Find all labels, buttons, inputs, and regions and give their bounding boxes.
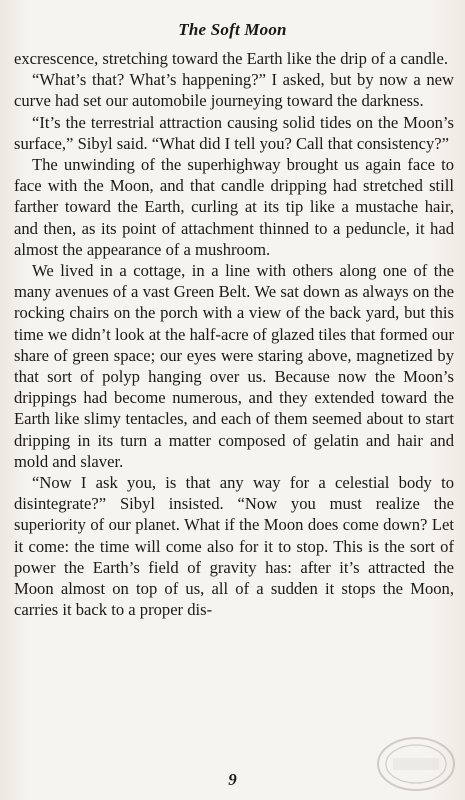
- running-head: The Soft Moon: [178, 20, 287, 39]
- paragraph-5: We lived in a cottage, in a line with others along one of the many avenues of a vast Green Belt. We sat down as always on the rocking chairs on the porch with a view of the back yard, but this time we didn’t look at the half-acre of glazed tiles that formed our share of green space; our eyes were staring above, magnetized by that sort of polyp hanging over us. Because now the Moon’s drippings had become numerous, and they extended toward the Earth like slimy tentacles, and each of them seemed about to start dripping in its turn a matter composed of gelatin and hair and mold and slaver.: [14, 261, 454, 471]
- paragraph-4: The unwinding of the superhighway brought us again face to face with the Moon, and that candle dripping had stretched still farther toward the Earth, curling at its tip like a mustache hair, and then, as its point of attachment thinned to a peduncle, it had almost the appearance of a mushroom.: [14, 155, 454, 259]
- paragraph-2: “What’s that? What’s happening?” I asked, but by now a new curve had set our automobile journeying toward the darkness.: [14, 70, 454, 111]
- page-number: 9: [228, 770, 237, 789]
- watermark-stamp-icon: [375, 734, 457, 794]
- paragraph-6: “Now I ask you, is that any way for a celestial body to disintegrate?” Sibyl insisted. “Now you must realize the superiority of our planet. What if the Moon does come down? Let it come: the time will come also for it to stop. This is the sort of power the Earth’s field of gravity has: after it’s attracted the Moon almost on top of us, all of a sudden it stops the Moon, carries it back to a proper dis-: [14, 473, 454, 620]
- paragraph-1: excrescence, stretching toward the Earth like the drip of a candle.: [14, 49, 449, 68]
- body-text: [14, 48, 454, 620]
- paragraph-3: “It’s the terrestrial attraction causing solid tides on the Moon’s surface,” Sibyl said. “What did I tell you? Call that consistency?”: [14, 112, 454, 153]
